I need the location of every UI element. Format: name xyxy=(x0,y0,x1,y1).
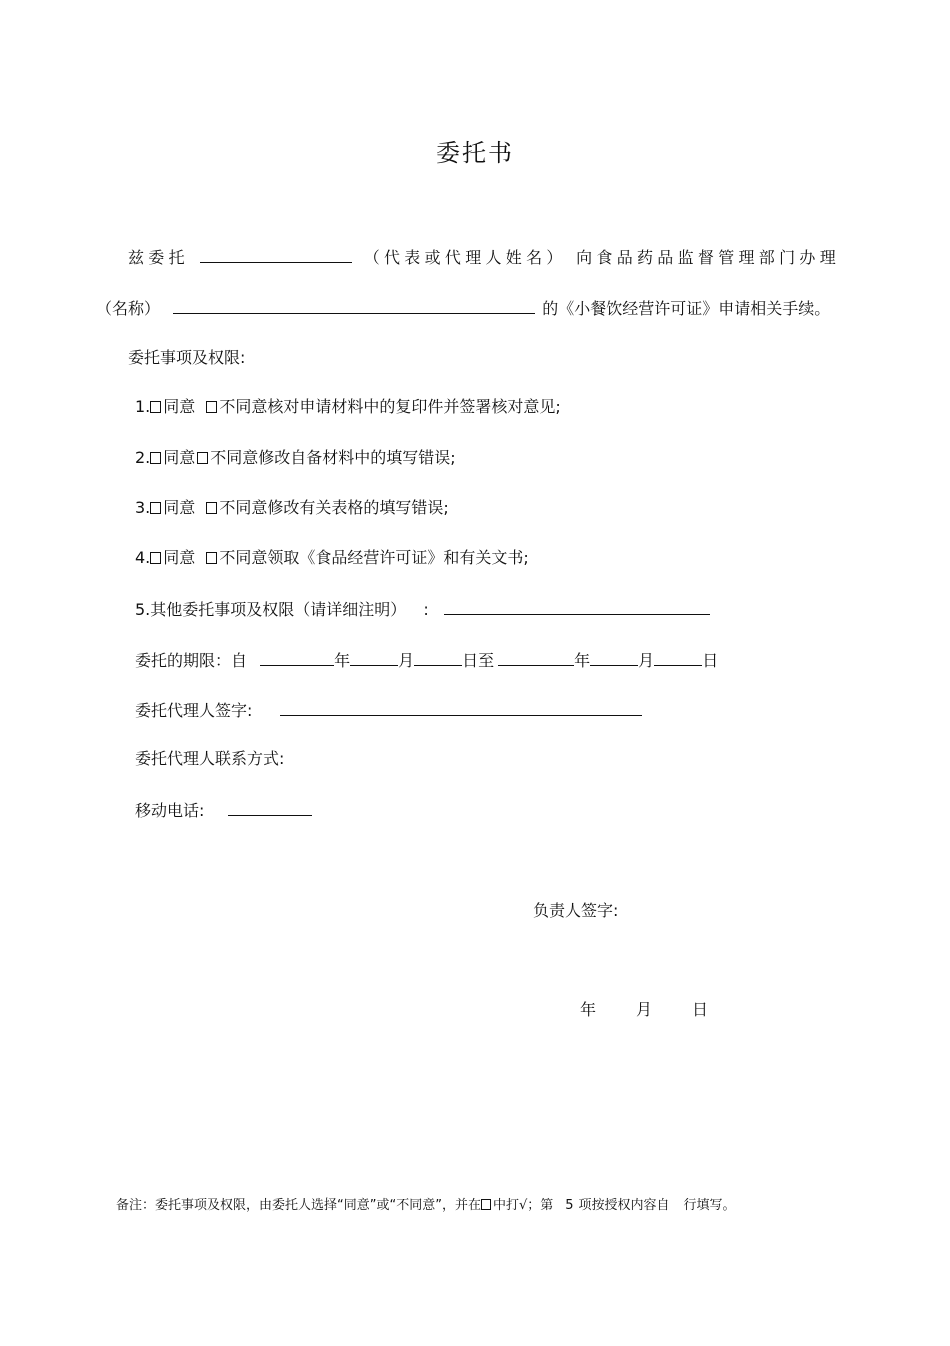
disagree-label: 不同意 xyxy=(219,498,268,517)
date-year: 年 xyxy=(580,1000,597,1019)
disagree-checkbox[interactable] xyxy=(206,401,217,413)
dept-text: 向食品药品监督管理部门办理 xyxy=(576,248,840,267)
intro-line-1 xyxy=(128,245,840,269)
date-month: 月 xyxy=(636,1000,653,1019)
item-row-1 xyxy=(135,396,561,418)
intro-line-2 xyxy=(96,296,830,320)
item-row-5 xyxy=(135,597,710,621)
agent-hint: （代表或代理人姓名） xyxy=(363,248,567,267)
agree-checkbox[interactable] xyxy=(150,452,161,464)
item-row-4 xyxy=(135,547,529,569)
mobile-label: 移动电话: xyxy=(135,801,205,820)
note-checkbox-icon xyxy=(481,1199,491,1210)
note-number: 5 xyxy=(565,1198,574,1213)
end-day-field[interactable] xyxy=(654,648,702,666)
end-year-field[interactable] xyxy=(498,648,574,666)
agree-label: 同意 xyxy=(163,448,196,467)
year-label: 年 xyxy=(334,651,351,670)
note-part-4: 行填写。 xyxy=(683,1198,736,1213)
month-label: 月 xyxy=(398,651,415,670)
agree-checkbox[interactable] xyxy=(150,552,161,564)
signature-date xyxy=(580,999,708,1021)
agent-signature-row xyxy=(135,698,642,722)
agree-label: 同意 xyxy=(163,397,196,416)
note-part-3: 项按授权内容自 xyxy=(578,1198,670,1213)
footnote xyxy=(116,1197,736,1215)
year-label: 年 xyxy=(574,651,591,670)
scope-heading: 委托事项及权限: xyxy=(128,348,246,367)
disagree-label: 不同意 xyxy=(219,397,268,416)
item-number: 2. xyxy=(135,448,151,467)
intro-prefix: 兹委托 xyxy=(128,248,189,267)
note-part-2: 中打√；第 xyxy=(492,1198,554,1213)
agent-signature-label: 委托代理人签字: xyxy=(135,701,253,720)
item5-label: 5.其他委托事项及权限（请详细注明） xyxy=(135,600,407,619)
agree-label: 同意 xyxy=(163,498,196,517)
agent-contact-label: 委托代理人联系方式: xyxy=(135,749,285,768)
day-to-label: 日至 xyxy=(462,651,495,670)
end-month-field[interactable] xyxy=(590,648,638,666)
item-text: 修改有关表格的填写错误; xyxy=(267,498,449,517)
disagree-checkbox[interactable] xyxy=(206,552,217,564)
disagree-label: 不同意 xyxy=(219,548,268,567)
intro-suffix: 的《小餐饮经营许可证》申请相关手续。 xyxy=(542,299,831,318)
principal-signature-label: 负责人签字: xyxy=(533,901,619,920)
note-part-1: 备注：委托事项及权限，由委托人选择“同意”或“不同意”，并在 xyxy=(116,1198,481,1213)
item-number: 4. xyxy=(135,548,151,567)
mobile-row xyxy=(135,798,312,822)
date-day: 日 xyxy=(692,1000,709,1019)
period-row xyxy=(135,648,718,672)
item-number: 1. xyxy=(135,397,151,416)
month-label: 月 xyxy=(638,651,655,670)
period-label: 委托的期限：自 xyxy=(135,651,248,670)
disagree-label: 不同意 xyxy=(210,448,259,467)
disagree-checkbox[interactable] xyxy=(206,502,217,514)
item-text: 修改自备材料中的填写错误; xyxy=(258,448,456,467)
item-text: 领取《食品经营许可证》和有关文书; xyxy=(267,548,529,567)
item-row-3 xyxy=(135,497,449,519)
start-day-field[interactable] xyxy=(414,648,462,666)
disagree-checkbox[interactable] xyxy=(197,452,208,464)
start-month-field[interactable] xyxy=(350,648,398,666)
business-name-field[interactable] xyxy=(173,296,535,314)
item-row-2 xyxy=(135,447,456,469)
start-year-field[interactable] xyxy=(260,648,334,666)
item-text: 核对申请材料中的复印件并签署核对意见; xyxy=(267,397,561,416)
mobile-field[interactable] xyxy=(228,798,312,816)
agent-signature-field[interactable] xyxy=(280,698,642,716)
agree-checkbox[interactable] xyxy=(150,401,161,413)
item5-colon: : xyxy=(423,600,429,619)
document-title: 委托书 xyxy=(436,139,514,167)
other-matters-field[interactable] xyxy=(444,597,710,615)
agree-label: 同意 xyxy=(163,548,196,567)
day-label: 日 xyxy=(702,651,719,670)
item-number: 3. xyxy=(135,498,151,517)
agree-checkbox[interactable] xyxy=(150,502,161,514)
agent-name-field[interactable] xyxy=(200,245,352,263)
name-label: （名称） xyxy=(96,299,161,318)
